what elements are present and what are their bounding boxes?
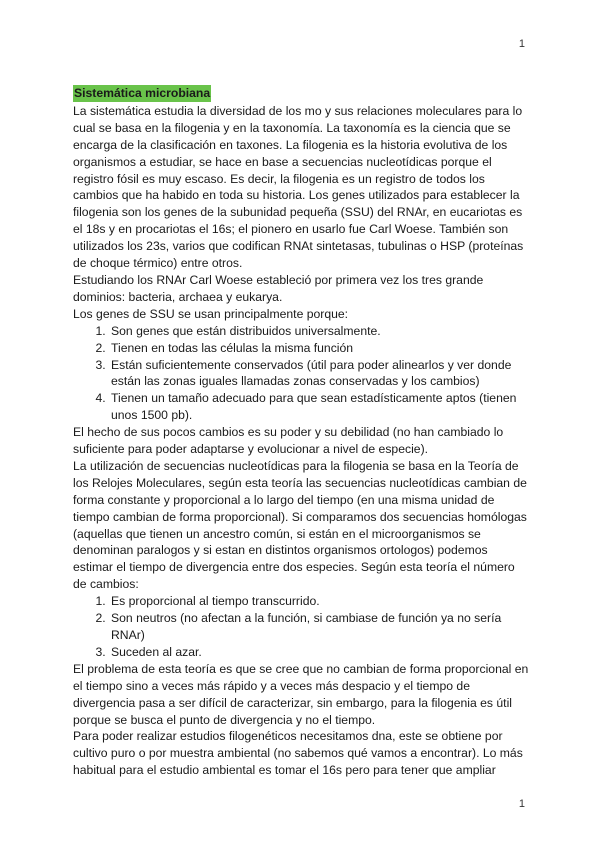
paragraph-7: Para poder realizar estudios filogenéticos necesitamos dna, este se obtiene por cultivo puro o por muestra ambiental (no sabemos qué vamos a encontrar). Lo más habitual para el estudio ambiental es tomar el 16s pero para tener que ampliar [73, 729, 523, 778]
page-number-top: 1 [518, 38, 525, 50]
paragraph-4: El hecho de sus pocos cambios es su poder y su debilidad (no han cambiado lo suficiente para poder adaptarse y evolucionar a nivel de especie). [73, 425, 504, 457]
list-item: 4. Tienen un tamaño adecuado para que sean estadísticamente aptos (tienen unos 1500 pb). [109, 390, 529, 424]
page-number-bottom: 1 [518, 798, 525, 810]
list-item: 3. Suceden al azar. [109, 644, 529, 661]
list-item: 3. Están suficientemente conservados (útil para poder alinearlos y ver donde están las zonas iguales llamadas zonas conservadas y los cambios) [109, 357, 529, 391]
section-title: Sistemática microbiana [74, 86, 211, 100]
list-item: 1. Es proporcional al tiempo transcurrido. [109, 593, 529, 610]
changes-list [73, 593, 529, 661]
list-item: 2. Tienen en todas las células la misma función [109, 340, 529, 357]
ssu-reasons-list [73, 323, 529, 424]
list-item: 2. Son neutros (no afectan a la función, si cambiase de función ya no sería RNAr) [109, 610, 529, 644]
paragraph-2: Estudiando los RNAr Carl Woese estableció por primera vez los tres grande dominios: bacteria, archaea y eukarya. [73, 272, 484, 304]
document-body [73, 85, 529, 779]
list-item: 1. Son genes que están distribuidos universalmente. [109, 323, 529, 340]
paragraph-5: La utilización de secuencias nucleotídicas para la filogenia se basa en la Teoría de los Relojes Moleculares, según esta teoría las secuencias nucleotídicas cambian de forma constante y proporcional a lo largo del tiempo (en una misma unidad de tiempo cambian de forma proporcional). Si comparamos dos secuencias homólogas (aquellas que tienen un ancestro común, si están en el microorganismos se denominan paralogos y si estan en distintos organismos ortologos) podemos estimar el tiempo de divergencia entre dos especies. Según esta teoría el número de cambios: [73, 458, 527, 592]
paragraph-1: La sistemática estudia la diversidad de los mo y sus relaciones moleculares para lo cual se basa en la filogenia y en la taxonomía. La taxonomía es la ciencia que se encarga de la clasificación en taxones. La filogenia es la historia evolutiva de los organismos a estudiar, se hace en base a secuencias nucleotídicas porque el registro fósil es muy escaso. Es decir, la filogenia es un registro de todos los cambios que ha habido en toda su historia. Los genes utilizados para establecer la filogenia son los genes de la subunidad pequeña (SSU) del RNAr, en eucariotas es el 18s y en procariotas el 16s; el pionero en usarlo fue Carl Woese. También son utilizados los 23s, varios que codifican RNAt sintetasas, tubulinas o HSP (proteínas de choque térmico) entre otros. [73, 103, 524, 271]
paragraph-6: El problema de esta teoría es que se cree que no cambian de forma proporcional en el tiempo sino a veces más rápido y a veces más despacio y el tiempo de divergencia pasa a ser difícil de caracterizar, sin embargo, para la filogenia es útil porque se busca el punto de divergencia y no el tiempo. [73, 661, 529, 727]
paragraph-3: Los genes de SSU se usan principalmente porque: [73, 306, 349, 321]
